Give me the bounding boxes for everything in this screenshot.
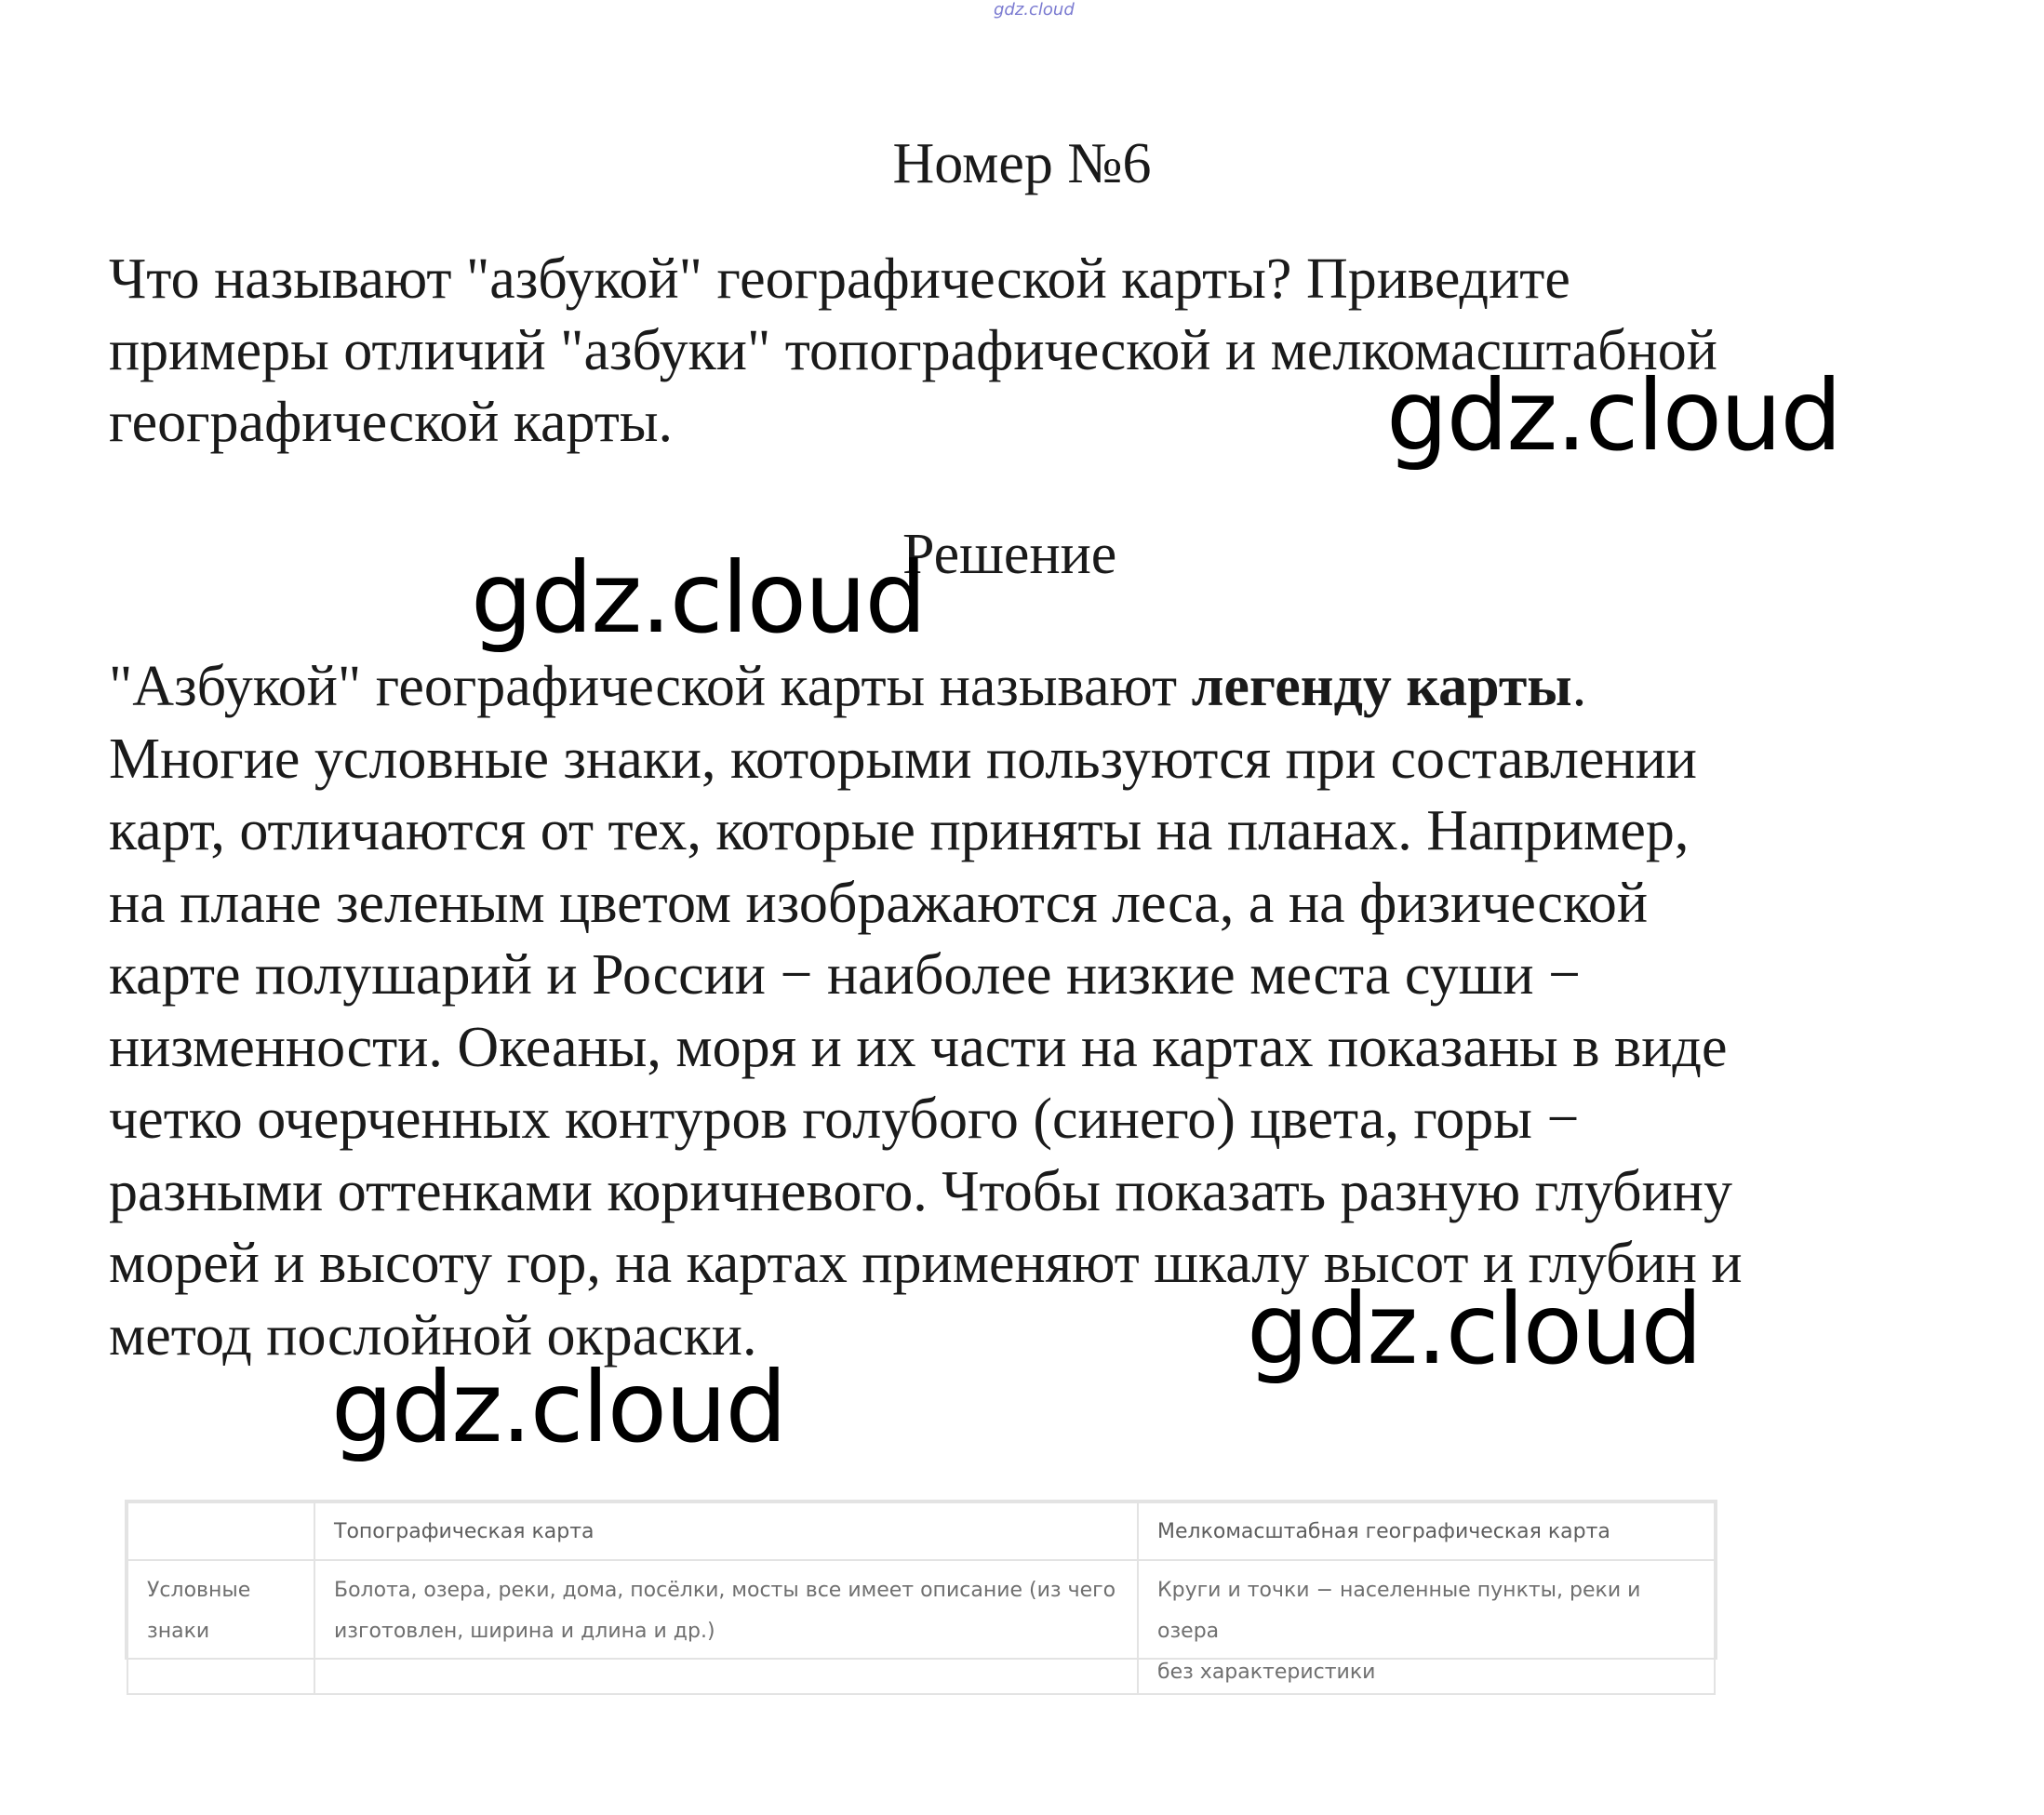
- cell-line: без характеристики: [1157, 1661, 1376, 1684]
- answer-line: низменности. Океаны, моря и их части на картах показаны в виде: [109, 1015, 1728, 1079]
- answer-line: разными оттенками коричневого. Чтобы показать разную глубину: [109, 1159, 1732, 1223]
- answer-line: метод послойной окраски.: [109, 1303, 757, 1368]
- table-header-topographic: Топографическая карта: [314, 1502, 1138, 1560]
- answer-line: карт, отличаются от тех, которые приняты на планах. Например,: [109, 799, 1690, 862]
- table-header-empty: [127, 1502, 314, 1560]
- table-row: [127, 1560, 1715, 1694]
- solution-heading: Решение: [902, 523, 1117, 586]
- answer-bold-term: легенду карты: [1191, 655, 1572, 718]
- watermark: gdz.cloud: [1247, 1273, 1702, 1386]
- question-line: примеры отличий "азбуки" топографической и мелкомасштабной: [109, 319, 1717, 382]
- answer-text: [109, 651, 1970, 1372]
- answer-line: четко очерченных контуров голубого (синего) цвета, горы −: [109, 1088, 1580, 1151]
- top-watermark-label: gdz.cloud: [994, 0, 1075, 20]
- table-header-row: [127, 1502, 1715, 1560]
- table-header-small-scale: Мелкомасштабная географическая карта: [1138, 1502, 1715, 1560]
- cell-line: Круги и точки − населенные пункты, реки и озера: [1157, 1579, 1641, 1643]
- page-title: Номер №6: [892, 132, 1152, 195]
- answer-suffix: .: [1571, 655, 1587, 718]
- comparison-table: [125, 1500, 1717, 1684]
- answer-line: Многие условные знаки, которыми пользуются при составлении: [109, 727, 1697, 791]
- watermark: gdz.cloud: [471, 541, 926, 655]
- cell-line: Условные: [147, 1579, 251, 1602]
- table-cell-topographic: [314, 1560, 1138, 1694]
- cell-line: Болота, озера, реки, дома, посёлки, мосты все имеет описание (из чего: [334, 1579, 1116, 1602]
- answer-prefix: "Азбукой" географической карты называют: [109, 655, 1192, 718]
- watermark: gdz.cloud: [331, 1351, 786, 1464]
- table-cell-label: [127, 1560, 314, 1694]
- answer-line: морей и высоту гор, на картах применяют шкалу высот и глубин и: [109, 1232, 1743, 1295]
- answer-line: на плане зеленым цветом изображаются леса, а на физической: [109, 871, 1649, 935]
- answer-line: [109, 651, 1970, 724]
- watermark: gdz.cloud: [1386, 359, 1841, 473]
- answer-line: карте полушарий и России − наиболее низкие места суши −: [109, 943, 1581, 1007]
- comparison-table-grid: [127, 1501, 1716, 1695]
- cell-line: изготовлен, ширина и длина и др.): [334, 1620, 715, 1643]
- table-cell-small-scale: [1138, 1560, 1715, 1694]
- question-line: географической карты.: [109, 391, 673, 454]
- cell-line: знаки: [147, 1620, 210, 1643]
- question-line: Что называют "азбукой" географической карты? Приведите: [109, 247, 1570, 311]
